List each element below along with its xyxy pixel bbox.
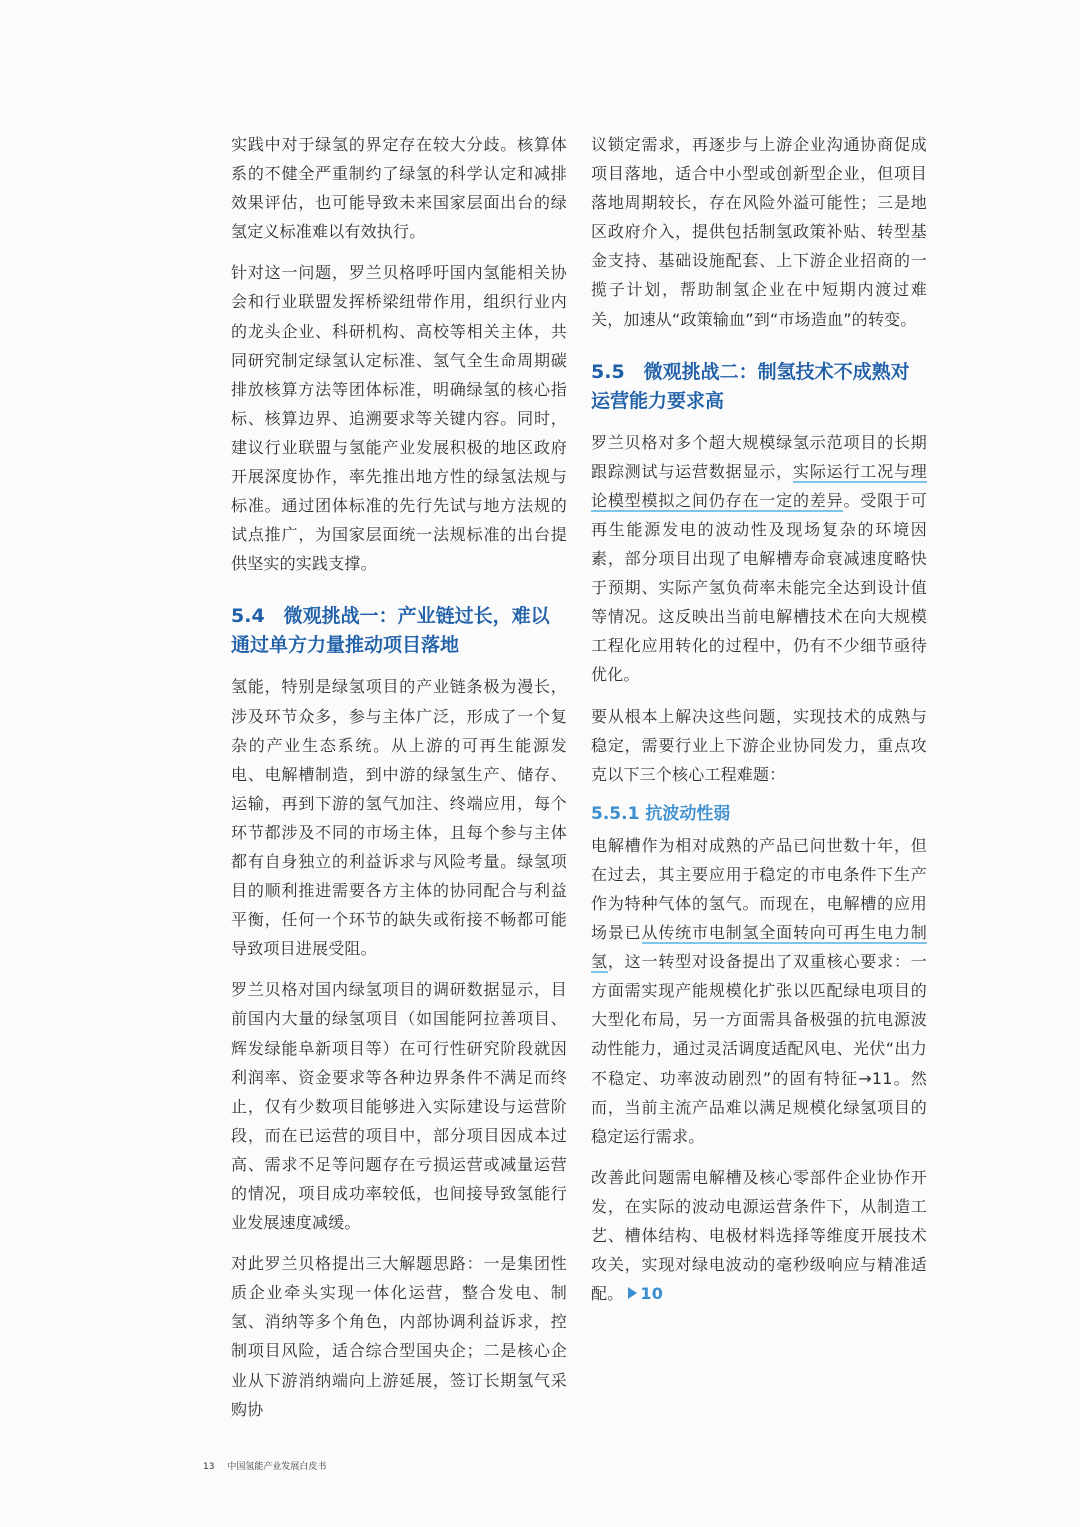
- reference-number[interactable]: 10: [640, 1284, 664, 1304]
- paragraph: 实践中对于绿氢的界定存在较大分歧。核算体系的不健全严重制约了绿氢的科学认定和减排效果评估，也可能导致未来国家层面出台的绿氢定义标准难以有效执行。: [231, 135, 567, 242]
- paragraph: 针对这一问题，罗兰贝格呼吁国内氢能相关协会和行业联盟发挥桥梁纽带作用，组织行业内的龙头企业、科研机构、高校等相关主体，共同研究制定绿氢认定标准、氢气全生命周期碳排放核算方法等团体标准，明确绿氢的核心指标、核算边界、追溯要求等关键内容。同时，建议行业联盟与氢能产业发展积极的地区政府开展深度协作，率先推出地方性的绿氢法规与标准。通过团体标准的先行先试与地方法规的试点推广，为国家层面统一法规标准的出台提供坚实的实践支撑。: [231, 263, 567, 574]
- paragraph: 氢能，特别是绿氢项目的产业链条极为漫长，涉及环节众多，参与主体广泛，形成了一个复杂的产业生态系统。从上游的可再生能源发电、电解槽制造，到中游的绿氢生产、储存、运输，再到下游的氢气加注、终端应用，每个环节都涉及不同的市场主体，且每个参与主体都有自身独立的利益诉求与风险考量。绿氢项目的顺利推进需要各方主体的协同配合与利益平衡，任何一个环节的缺失或衔接不畅都可能导致项目进展受阻。: [231, 677, 567, 959]
- subsection-heading-5-5-1: 5.5.1 抗波动性弱: [591, 803, 731, 824]
- section-heading-5-4: 5.4 微观挑战一：产业链过长，难以通过单方力量推动项目落地: [231, 605, 550, 657]
- left-column: [231, 130, 567, 1436]
- text-run: 改善此问题需电解槽及核心零部件企业协作开发，在实际的波动电源运营条件下，从制造工艺、槽体结构、电极材料选择等维度开展技术攻关，实现对绿电波动的毫秒级响应与精准适配。: [591, 1167, 927, 1304]
- reference-arrow-icon: [628, 1287, 637, 1299]
- text-run: 罗兰贝格对多个超大规模绿氢示范项目的长期跟踪测试与运营数据显示，: [591, 432, 927, 481]
- paragraph: 对此罗兰贝格提出三大解题思路：一是集团性质企业牵头实现一体化运营，整合发电、制氢、消纳等多个角色，内部协调利益诉求，控制项目风险，适合综合型国央企；二是核心企业从下游消纳端向上游延展，签订长期氢气采购协: [231, 1254, 567, 1419]
- text-run: 电解槽作为相对成熟的产品已问世数十年，但在过去，其主要应用于稳定的市电条件下生产作为特种气体的氢气。而现在，电解槽的应用场景已: [591, 835, 927, 943]
- page-number: 13: [203, 1462, 215, 1472]
- publication-title: 中国氢能产业发展白皮书: [227, 1462, 327, 1472]
- paragraph: 要从根本上解决这些问题，实现技术的成熟与稳定，需要行业上下游企业协同发力，重点攻克以下三个核心工程难题：: [591, 706, 927, 784]
- text-run: ，这一转型对设备提出了双重核心要求：一方面需实现产能规模化扩张以匹配绿电项目的大型化布局，另一方面需具备极强的抗电源波动性能力，通过灵活调度适配风电、光伏“出力不稳定、功率波动剧烈”的固有特征→11。然而，当前主流产品难以满足规模化绿氢项目的稳定运行需求。: [591, 952, 927, 1146]
- right-column: [591, 130, 927, 1320]
- section-heading-5-5: 5.5 微观挑战二：制氢技术不成熟对运营能力要求高: [591, 360, 910, 412]
- page-footer: [203, 1459, 326, 1472]
- highlighted-text: 从传统市电制氢全面转向可再生电力制氢: [591, 923, 927, 972]
- paragraph: [591, 1163, 927, 1308]
- paragraph: 议锁定需求，再逐步与上游企业沟通协商促成项目落地，适合中小型或创新型企业，但项目落地周期较长，存在风险外溢可能性；三是地区政府介入，提供包括制氢政策补贴、转型基金支持、基础设施配套、上下游企业招商的一揽子计划，帮助制氢企业在中短期内渡过难关，加速从“政策输血”到“市场造血”的转变。: [591, 135, 927, 329]
- text-run: 。受限于可再生能源发电的波动性及现场复杂的环境因素，部分项目出现了电解槽寿命衰减速度略快于预期、实际产氢负荷率未能完全达到设计值等情况。这反映出当前电解槽技术在向大规模工程化应用转化的过程中，仍有不少细节亟待优化。: [591, 490, 927, 685]
- paragraph: [591, 428, 927, 690]
- paragraph: [591, 831, 927, 1151]
- paragraph: 罗兰贝格对国内绿氢项目的调研数据显示，目前国内大量的绿氢项目（如国能阿拉善项目、辉发绿能阜新项目等）在可行性研究阶段就因利润率、资金要求等各种边界条件不满足而终止，仅有少数项目能够进入实际建设与运营阶段，而在已运营的项目中，部分项目因成本过高、需求不足等问题存在亏损运营或减量运营的情况，项目成功率较低，也间接导致氢能行业发展速度减缓。: [231, 980, 567, 1233]
- highlighted-text: 实际运行工况与理论模型模拟之间仍存在一定的差异: [591, 461, 927, 510]
